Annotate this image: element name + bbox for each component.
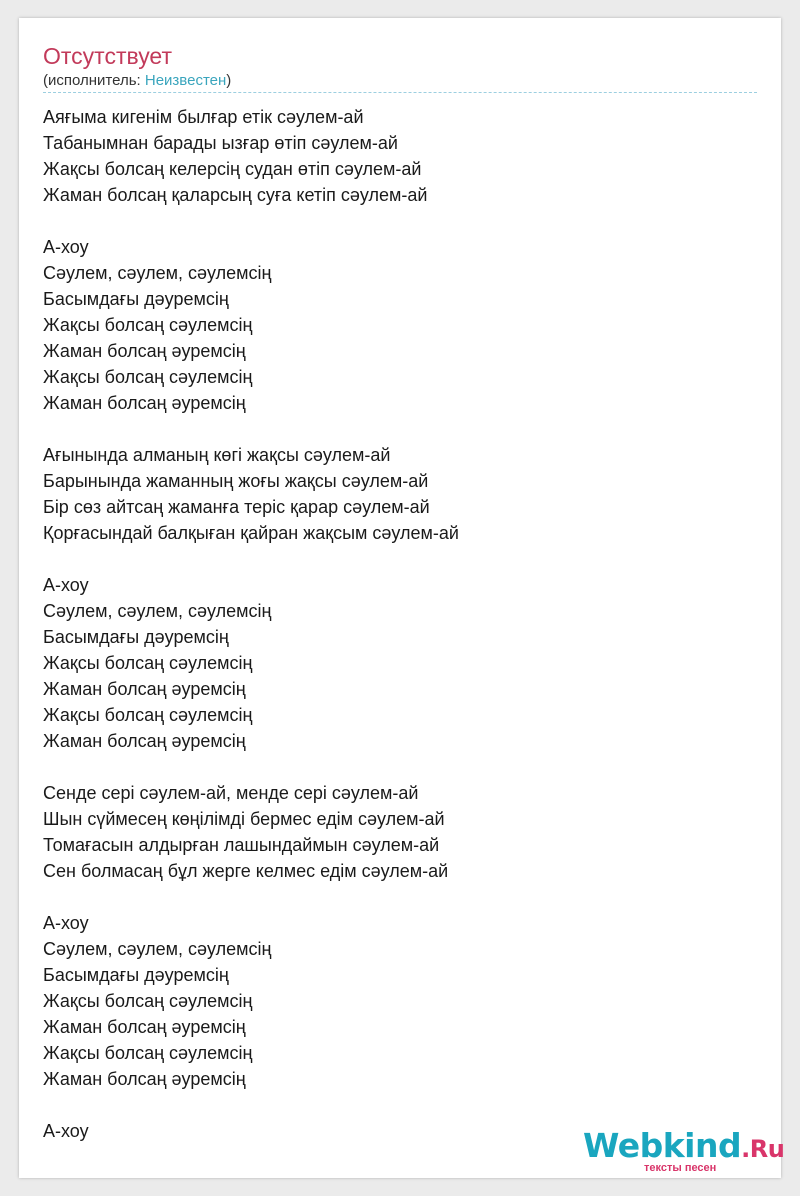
lyric-line: Жақсы болсаң сәулемсің bbox=[43, 991, 253, 1011]
lyric-line: Жақсы болсаң сәулемсің bbox=[43, 367, 253, 387]
lyric-line: Жаман болсаң әуремсің bbox=[43, 341, 246, 361]
stanza-gap bbox=[43, 754, 757, 780]
lyric-line: Жаман болсаң әуремсің bbox=[43, 731, 246, 751]
lyric-line: Жақсы болсаң келерсің судан өтіп сәулем-ай bbox=[43, 159, 422, 179]
lyric-line: Сәулем, сәулем, сәулемсің bbox=[43, 939, 272, 959]
stanza-gap bbox=[43, 208, 757, 234]
lyric-line: Жаман болсаң әуремсің bbox=[43, 393, 246, 413]
lyric-line: Жаман болсаң әуремсің bbox=[43, 679, 246, 699]
logo-tagline: тексты песен bbox=[644, 1162, 717, 1174]
lyric-line: Сәулем, сәулем, сәулемсің bbox=[43, 601, 272, 621]
lyric-line: Аяғыма кигенім былғар етік сәулем-ай bbox=[43, 107, 364, 127]
lyric-line: Басымдағы дәуремсің bbox=[43, 965, 229, 985]
lyrics-body bbox=[43, 104, 757, 1144]
lyric-line: Жақсы болсаң сәулемсің bbox=[43, 1043, 253, 1063]
lyric-line: Басымдағы дәуремсің bbox=[43, 289, 229, 309]
lyric-line: Шын сүймесең көңілімді бермес едім сәулем-ай bbox=[43, 809, 445, 829]
lyric-line: Ағынында алманың көгі жақсы сәулем-ай bbox=[43, 445, 391, 465]
stanza-gap bbox=[43, 416, 757, 442]
header-divider bbox=[43, 92, 757, 93]
artist-suffix: ) bbox=[226, 72, 232, 89]
logo-main-text: Webkind bbox=[583, 1126, 742, 1165]
lyric-line: А-хоу bbox=[43, 237, 89, 257]
lyric-line: Жақсы болсаң сәулемсің bbox=[43, 315, 253, 335]
lyric-line: Жаман болсаң қаларсың суға кетіп сәулем-ай bbox=[43, 185, 428, 205]
lyric-line: А-хоу bbox=[43, 575, 89, 595]
stanza-gap bbox=[43, 884, 757, 910]
webkind-logo[interactable] bbox=[583, 1126, 785, 1174]
stanza-gap bbox=[43, 546, 757, 572]
lyric-line: Жақсы болсаң сәулемсің bbox=[43, 705, 253, 725]
song-header bbox=[43, 42, 757, 91]
lyric-line: Табанымнан барады ызғар өтіп сәулем-ай bbox=[43, 133, 398, 153]
lyric-line: Сәулем, сәулем, сәулемсің bbox=[43, 263, 272, 283]
lyric-line: Жаман болсаң әуремсің bbox=[43, 1069, 246, 1089]
lyric-line: Сен болмасаң бұл жерге келмес едім сәулем-ай bbox=[43, 861, 449, 881]
lyric-line: Бір сөз айтсаң жаманға теріс қарар сәулем-ай bbox=[43, 497, 430, 517]
lyric-line: Басымдағы дәуремсің bbox=[43, 627, 229, 647]
artist-prefix: (исполнитель: bbox=[43, 72, 145, 89]
lyric-line: Томағасын алдырған лашындаймын сәулем-ай bbox=[43, 835, 440, 855]
lyric-line: Жаман болсаң әуремсің bbox=[43, 1017, 246, 1037]
lyric-line: А-хоу bbox=[43, 913, 89, 933]
song-title: Отсутствует bbox=[43, 43, 172, 69]
lyric-line: Барынында жаманның жоғы жақсы сәулем-ай bbox=[43, 471, 429, 491]
artist-link[interactable]: Неизвестен bbox=[144, 72, 227, 89]
stanza-gap bbox=[43, 1092, 757, 1118]
logo-tld: .Ru bbox=[741, 1135, 785, 1163]
artist-line bbox=[43, 71, 757, 91]
lyric-line: Сенде сері сәулем-ай, менде сері сәулем-ай bbox=[43, 783, 419, 803]
lyric-line: Жақсы болсаң сәулемсің bbox=[43, 653, 253, 673]
lyric-line: Қорғасындай балқыған қайран жақсым сәулем-ай bbox=[43, 523, 459, 543]
page-sheet bbox=[19, 18, 785, 1178]
lyric-line: А-хоу bbox=[43, 1121, 89, 1141]
